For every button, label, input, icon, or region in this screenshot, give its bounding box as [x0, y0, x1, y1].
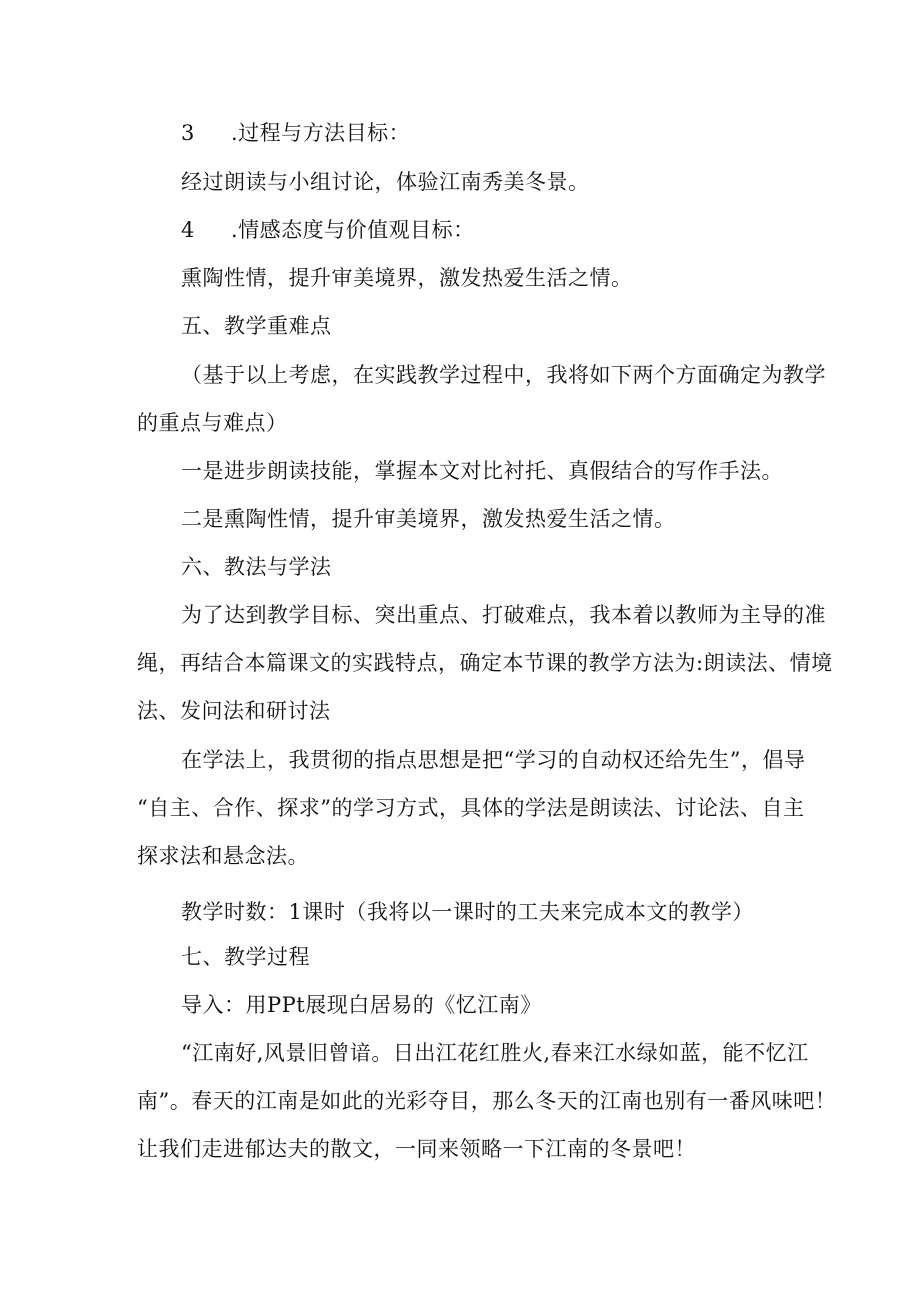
section5-intro-line-2: 的重点与难点） [137, 411, 288, 435]
section5-point-2: 二是熏陶性情，提升审美境界，激发热爱生活之情。 [181, 507, 676, 531]
goal3-title: .过程与方法目标： [231, 121, 411, 145]
goal4-text: 熏陶性情，提升审美境界，激发热爱生活之情。 [181, 266, 633, 290]
teaching-hours: 教学时数：1课时（我将以一课时的工夫来完成本文的教学） [181, 900, 754, 924]
section6-para2-line-3: 探求法和悬念法。 [137, 844, 309, 868]
section7-heading: 七、教学过程 [181, 945, 310, 969]
section5-point-1: 一是进步朗读技能，掌握本文对比衬托、真假结合的写作手法。 [181, 459, 783, 483]
goal3-number: 3 [181, 121, 195, 145]
section5-intro-line-1: （基于以上考虑，在实践教学过程中，我将如下两个方面确定为教学 [181, 363, 826, 387]
goal4-title: .情感态度与价值观目标： [231, 218, 475, 242]
section5-heading: 五、教学重难点 [181, 314, 332, 338]
section6-heading: 六、教法与学法 [181, 555, 332, 579]
section6-para2-line-1: 在学法上，我贯彻的指点思想是把“学习的自动权还给先生”，倡导 [181, 748, 806, 772]
intro-quote-line-2: 南”。春天的江南是如此的光彩夺目，那么冬天的江南也别有一番风味吧！ [137, 1089, 837, 1113]
goal4-number: 4 [181, 218, 195, 242]
intro-quote-line-1: “江南好,风景旧曾谙。日出江花红胜火,春来江水绿如蓝，能不忆江 [181, 1041, 809, 1065]
section6-para1-line-3: 法、发问法和研讨法 [137, 699, 331, 723]
section6-para1-line-2: 绳，再结合本篇课文的实践特点，确定本节课的教学方法为:朗读法、情境 [137, 651, 833, 675]
goal3-text: 经过朗读与小组讨论，体验江南秀美冬景。 [181, 170, 590, 194]
goal4-heading [181, 217, 475, 243]
section6-para1-line-1: 为了达到教学目标、突出重点、打破难点，我本着以教师为主导的准 [181, 603, 826, 627]
intro-quote-line-3: 让我们走进郁达夫的散文，一同来领略一下江南的冬景吧！ [137, 1137, 696, 1161]
section6-para2-line-2: “自主、合作、探求”的学习方式，具体的学法是朗读法、讨论法、自主 [137, 796, 805, 820]
goal3-heading [181, 120, 410, 146]
intro-line: 导入：用PPt展现白居易的《忆江南》 [181, 993, 542, 1017]
